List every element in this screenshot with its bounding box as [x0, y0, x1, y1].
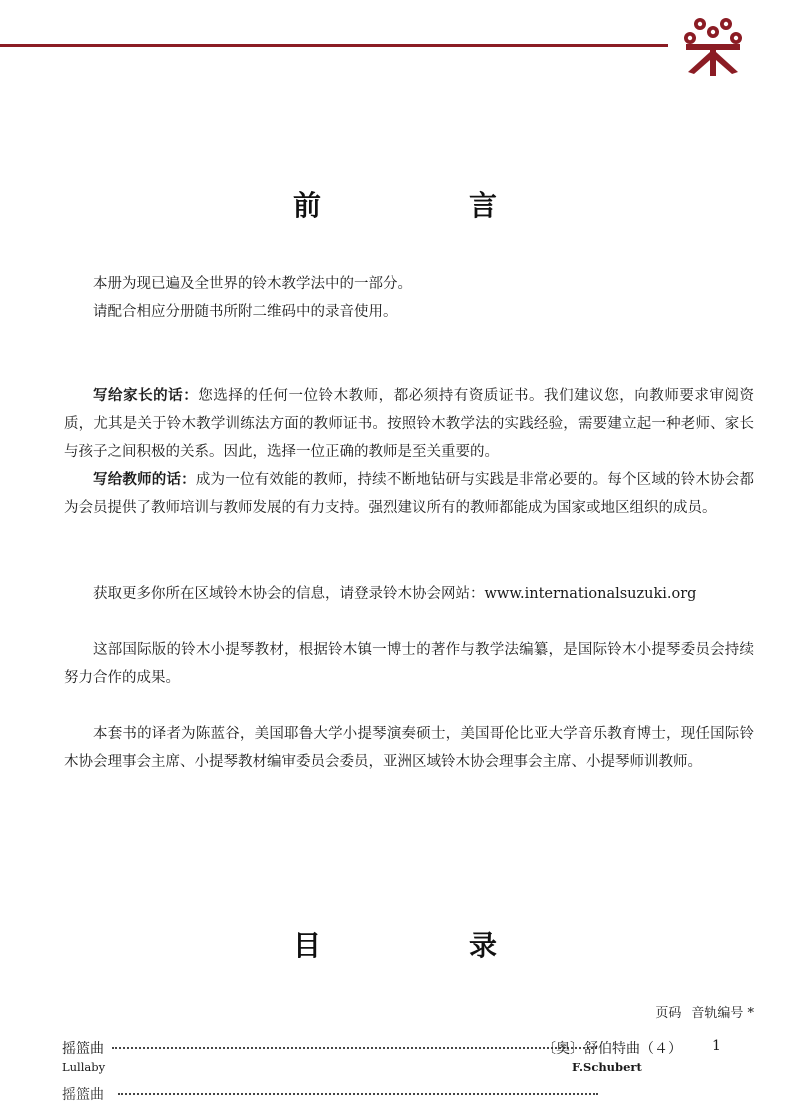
teachers-text: 成为一位有效能的教师，持续不断地钻研与实践是非常必要的。每个区域的铃木协会都为会员提供了教师培训与教师发展的有力支持。强烈建议所有的教师都能成为国家或地区组织的成员。 [64, 472, 755, 516]
toc-col-page: 页码 [655, 1006, 682, 1021]
toc-entry-title: 摇篮曲 [62, 1041, 104, 1057]
toc-col-track: 音轨编号 * [691, 1006, 754, 1021]
intro-line-1: 本册为现已遍及全世界的铃木教学法中的一部分。 [93, 276, 412, 292]
toc-leader-dots [118, 1093, 598, 1095]
translator-paragraph [64, 720, 754, 776]
parents-paragraph [64, 382, 754, 466]
parents-text: 您选择的任何一位铃木教师，都必须持有资质证书。我们建议您，向教师要求审阅资质，尤其是关于铃木教学训练法方面的教师证书。按照铃木教学法的实践经验，需要建立起一种老师、家长与孩子之间积极的关系。因此，选择一位正确的教师是至关重要的。 [64, 388, 755, 460]
intro-line-2: 请配合相应分册随书所附二维码中的录音使用。 [93, 304, 398, 320]
parents-lead: 写给家长的话： [93, 387, 199, 404]
toc-entry[interactable] [62, 1084, 752, 1104]
toc-title: 目 录 [292, 929, 557, 962]
website-paragraph [64, 580, 754, 608]
publisher-logo-icon [680, 12, 746, 78]
toc-entry-composer: 〔奥〕舒伯特曲（４） [542, 1041, 682, 1057]
toc-leader-dots [112, 1047, 597, 1049]
translator-text: 本套书的译者为陈蓝谷，美国耶鲁大学小提琴演奏硕士，美国哥伦比亚大学音乐教育博士，现任国际铃木协会理事会主席、小提琴教材编审委员会委员，亚洲区域铃木协会理事会主席、小提琴师训教师。 [64, 726, 754, 770]
toc-column-header [645, 1002, 754, 1021]
edition-text: 这部国际版的铃木小提琴教材，根据铃木镇一博士的著作与教学法编纂，是国际铃木小提琴委员会持续努力合作的成果。 [64, 642, 754, 686]
preface-intro [64, 270, 754, 326]
teachers-lead: 写给教师的话： [93, 471, 196, 488]
toc-entry-composer-en: F.Schubert [572, 1060, 642, 1074]
teachers-paragraph [64, 466, 754, 522]
toc-entry-title: 摇篮曲 [62, 1087, 104, 1103]
preface-title: 前 言 [292, 189, 557, 222]
toc-entry-page: 1 [712, 1038, 721, 1054]
edition-paragraph [64, 636, 754, 692]
toc-entry[interactable] [62, 1038, 752, 1060]
header-rule [0, 44, 668, 47]
toc-entry-subtitle: Lullaby [62, 1060, 106, 1074]
website-text: 获取更多你所在区域铃木协会的信息，请登录铃木协会网站：www.internationalsuzuki.org [93, 586, 697, 602]
